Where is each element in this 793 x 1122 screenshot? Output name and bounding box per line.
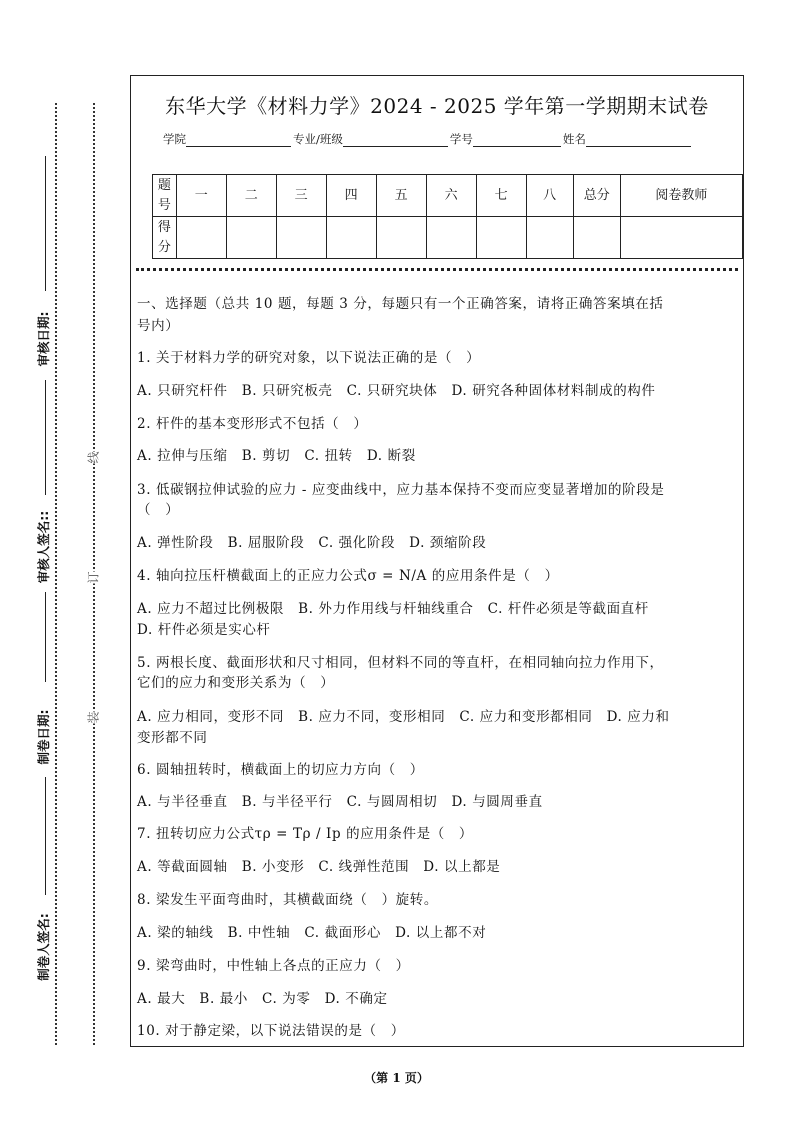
review-date-label: 审核日期: <box>36 311 51 367</box>
answer-options-line: A. 最大 B. 最小 C. 为零 D. 不确定 <box>137 991 388 1007</box>
college-label: 学院 <box>163 132 186 146</box>
question-text-line: 4. 轴向拉压杆横截面上的正应力公式σ = N/A 的应用条件是（ ） <box>137 568 559 584</box>
header-cell: 二 <box>226 175 276 217</box>
student-id-field[interactable] <box>473 134 561 147</box>
bind-char-bind: 装 <box>83 711 104 723</box>
score-cell[interactable] <box>376 217 426 259</box>
major-label: 专业/班级 <box>293 132 343 146</box>
header-cell: 六 <box>426 175 476 217</box>
score-cell[interactable] <box>426 217 476 259</box>
question-text-line: 8. 梁发生平面弯曲时，其横截面绕（ ）旋转。 <box>137 892 438 908</box>
question-text-line: 变形都不同 <box>137 730 208 746</box>
answer-options-line: A. 与半径垂直 B. 与半径平行 C. 与圆周相切 D. 与圆周垂直 <box>137 794 543 810</box>
score-header-row <box>153 175 743 217</box>
score-cell[interactable] <box>620 217 742 259</box>
exam-title: 东华大学《材料力学》2024 - 2025 学年第一学期期末试卷 <box>165 94 709 118</box>
answer-options-line: A. 等截面圆轴 B. 小变形 C. 线弹性范围 D. 以上都是 <box>137 859 501 875</box>
make-date-label: 制卷日期: <box>36 709 51 765</box>
header-cell: 三 <box>276 175 326 217</box>
header-cell: 五 <box>376 175 426 217</box>
score-cell[interactable] <box>276 217 326 259</box>
seal-dotted-line-outer <box>55 103 57 1045</box>
question-text-line: 1. 关于材料力学的研究对象，以下说法正确的是（ ） <box>137 350 481 366</box>
signature-line-make-date <box>45 592 46 682</box>
score-row <box>153 217 743 259</box>
question-text-line: 号内） <box>137 318 180 334</box>
score-cell[interactable] <box>176 217 226 259</box>
question-text-line: 它们的应力和变形关系为（ ） <box>137 675 335 691</box>
student-id-label: 学号 <box>449 132 473 146</box>
signature-line-review-date <box>45 156 46 291</box>
answer-options-line: A. 梁的轴线 B. 中性轴 C. 截面形心 D. 以上都不对 <box>137 925 487 941</box>
dotted-separator <box>136 268 738 271</box>
header-cell: 八 <box>526 175 573 217</box>
score-cell[interactable] <box>573 217 620 259</box>
question-text-line: 10. 对于静定梁，以下说法错误的是（ ） <box>137 1023 405 1039</box>
header-cell: 四 <box>326 175 376 217</box>
score-row-label: 得分 <box>153 217 177 259</box>
score-cell[interactable] <box>476 217 526 259</box>
major-field[interactable] <box>343 134 448 147</box>
student-info-row <box>163 131 693 147</box>
score-cell[interactable] <box>526 217 573 259</box>
header-cell: 七 <box>476 175 526 217</box>
question-text-line: 9. 梁弯曲时，中性轴上各点的正应力（ ） <box>137 958 410 974</box>
question-text-line: 5. 两根长度、截面形状和尺寸相同，但材料不同的等直杆，在相同轴向拉力作用下， <box>137 655 664 671</box>
question-text-line: 6. 圆轴扭转时，横截面上的切应力方向（ ） <box>137 762 424 778</box>
college-field[interactable] <box>186 134 291 147</box>
reviewer-sign-label: 审核人签名:: <box>36 510 51 584</box>
question-text-line: 2. 杆件的基本变形形式不包括（ ） <box>137 416 368 432</box>
bind-char-staple: 订 <box>83 571 104 583</box>
page-number: （第 1 页） <box>364 1071 429 1085</box>
answer-options-line: A. 弹性阶段 B. 屈服阶段 C. 强化阶段 D. 颈缩阶段 <box>137 535 487 551</box>
answer-options-line: A. 只研究杆件 B. 只研究板壳 C. 只研究块体 D. 研究各种固体材料制成的构件 <box>137 383 656 399</box>
answer-options-line: D. 杆件必须是实心杆 <box>137 622 271 638</box>
signature-line-reviewer <box>45 380 46 495</box>
header-cell: 阅卷教师 <box>620 175 742 217</box>
answer-options-line: A. 应力不超过比例极限 B. 外力作用线与杆轴线重合 C. 杆件必须是等截面直杆 <box>137 601 649 617</box>
header-cell: 一 <box>176 175 226 217</box>
header-cell: 总分 <box>573 175 620 217</box>
question-text-line: 3. 低碳钢拉伸试验的应力 - 应变曲线中，应力基本保持不变而应变显著增加的阶段是 <box>137 482 665 498</box>
name-label: 姓名 <box>562 132 586 146</box>
header-cell: 题号 <box>153 175 177 217</box>
score-table <box>152 174 743 259</box>
question-text-line: 一、选择题（总共 10 题，每题 3 分，每题只有一个正确答案，请将正确答案填在括 <box>137 296 664 312</box>
signature-line-maker <box>45 777 46 895</box>
score-cell[interactable] <box>326 217 376 259</box>
maker-sign-label: 制卷人签名: <box>36 913 51 981</box>
answer-options-line: A. 应力相同，变形不同 B. 应力不同，变形相同 C. 应力和变形都相同 D. 应力和 <box>137 709 670 725</box>
name-field[interactable] <box>586 134 691 147</box>
answer-options-line: A. 拉伸与压缩 B. 剪切 C. 扭转 D. 断裂 <box>137 448 416 464</box>
question-text-line: 7. 扭转切应力公式τρ = Tρ / Ip 的应用条件是（ ） <box>137 826 474 842</box>
bind-char-line: 线 <box>83 451 104 463</box>
question-text-line: （ ） <box>137 502 180 518</box>
score-cell[interactable] <box>226 217 276 259</box>
